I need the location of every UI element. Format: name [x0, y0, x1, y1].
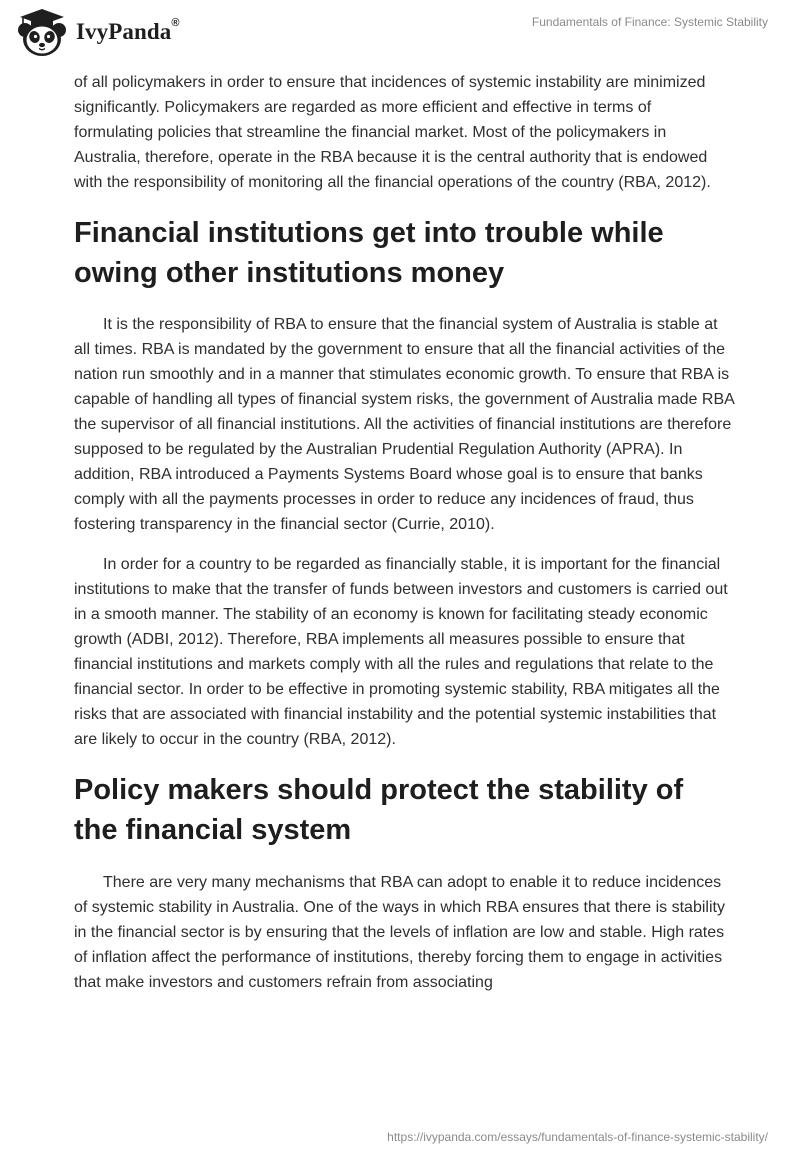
- section-heading-financial-institutions: Financial institutions get into trouble while owing other institutions money: [74, 217, 664, 289]
- logo-text: IvyPanda®: [76, 17, 180, 44]
- logo[interactable]: [14, 6, 180, 58]
- intro-paragraph: of all policymakers in order to ensure that incidences of systemic instability are minimized significantly. Policymakers are regarded as more efficient and effective in terms of formulating policies that streamline the financial market. Most of the policymakers in Australia, therefore, operate in the RBA because it is the central authority that is endowed with the responsibility of monitoring all the financial operations of the country (RBA, 2012).: [74, 74, 711, 191]
- paragraph: In order for a country to be regarded as financially stable, it is important for the financial institutions to make that the transfer of funds between investors and customers is carried out in a smooth manner. The stability of an economy is known for facilitating steady economic growth (ADBI, 2012). Therefore, RBA implements all measures possible to ensure that financial institutions and markets comply with all the rules and regulations that relate to the financial sector. In order to be effective in promoting systemic stability, RBA mitigates all the risks that are associated with financial instability and the potential systemic instabilities that are likely to occur in the country (RBA, 2012).: [74, 556, 728, 748]
- footer-url-link[interactable]: https://ivypanda.com/essays/fundamentals-of-finance-systemic-stability/: [387, 1130, 768, 1144]
- panda-graduation-cap-icon: [14, 6, 70, 58]
- section-heading-policy-makers: Policy makers should protect the stability of the financial system: [74, 774, 684, 846]
- document-title: Fundamentals of Finance: Systemic Stability: [531, 15, 768, 29]
- article-content: [74, 70, 734, 995]
- paragraph: It is the responsibility of RBA to ensure that the financial system of Australia is stable at all times. RBA is mandated by the government to ensure that all the financial activities of the nation run smoothly and in a manner that stimulates economic growth. To ensure that RBA is capable of handling all types of financial system risks, the government of Australia made RBA the supervisor of all financial institutions. All the activities of financial institutions are therefore supposed to be regulated by the Australian Prudential Regulation Authority (APRA). In addition, RBA introduced a Payments Systems Board whose goal is to ensure that banks comply with all the payments processes in order to reduce any incidences of fraud, thus fostering transparency in the financial sector (Currie, 2010).: [74, 316, 734, 533]
- paragraph: There are very many mechanisms that RBA can adopt to enable it to reduce incidences of systemic stability in Australia. One of the ways in which RBA ensures that there is stability in the financial sector is by ensuring that the levels of inflation are low and stable. High rates of inflation affect the performance of institutions, thereby forcing them to engage in activities that make investors and customers refrain from associating: [74, 874, 725, 991]
- page-header: [0, 0, 800, 64]
